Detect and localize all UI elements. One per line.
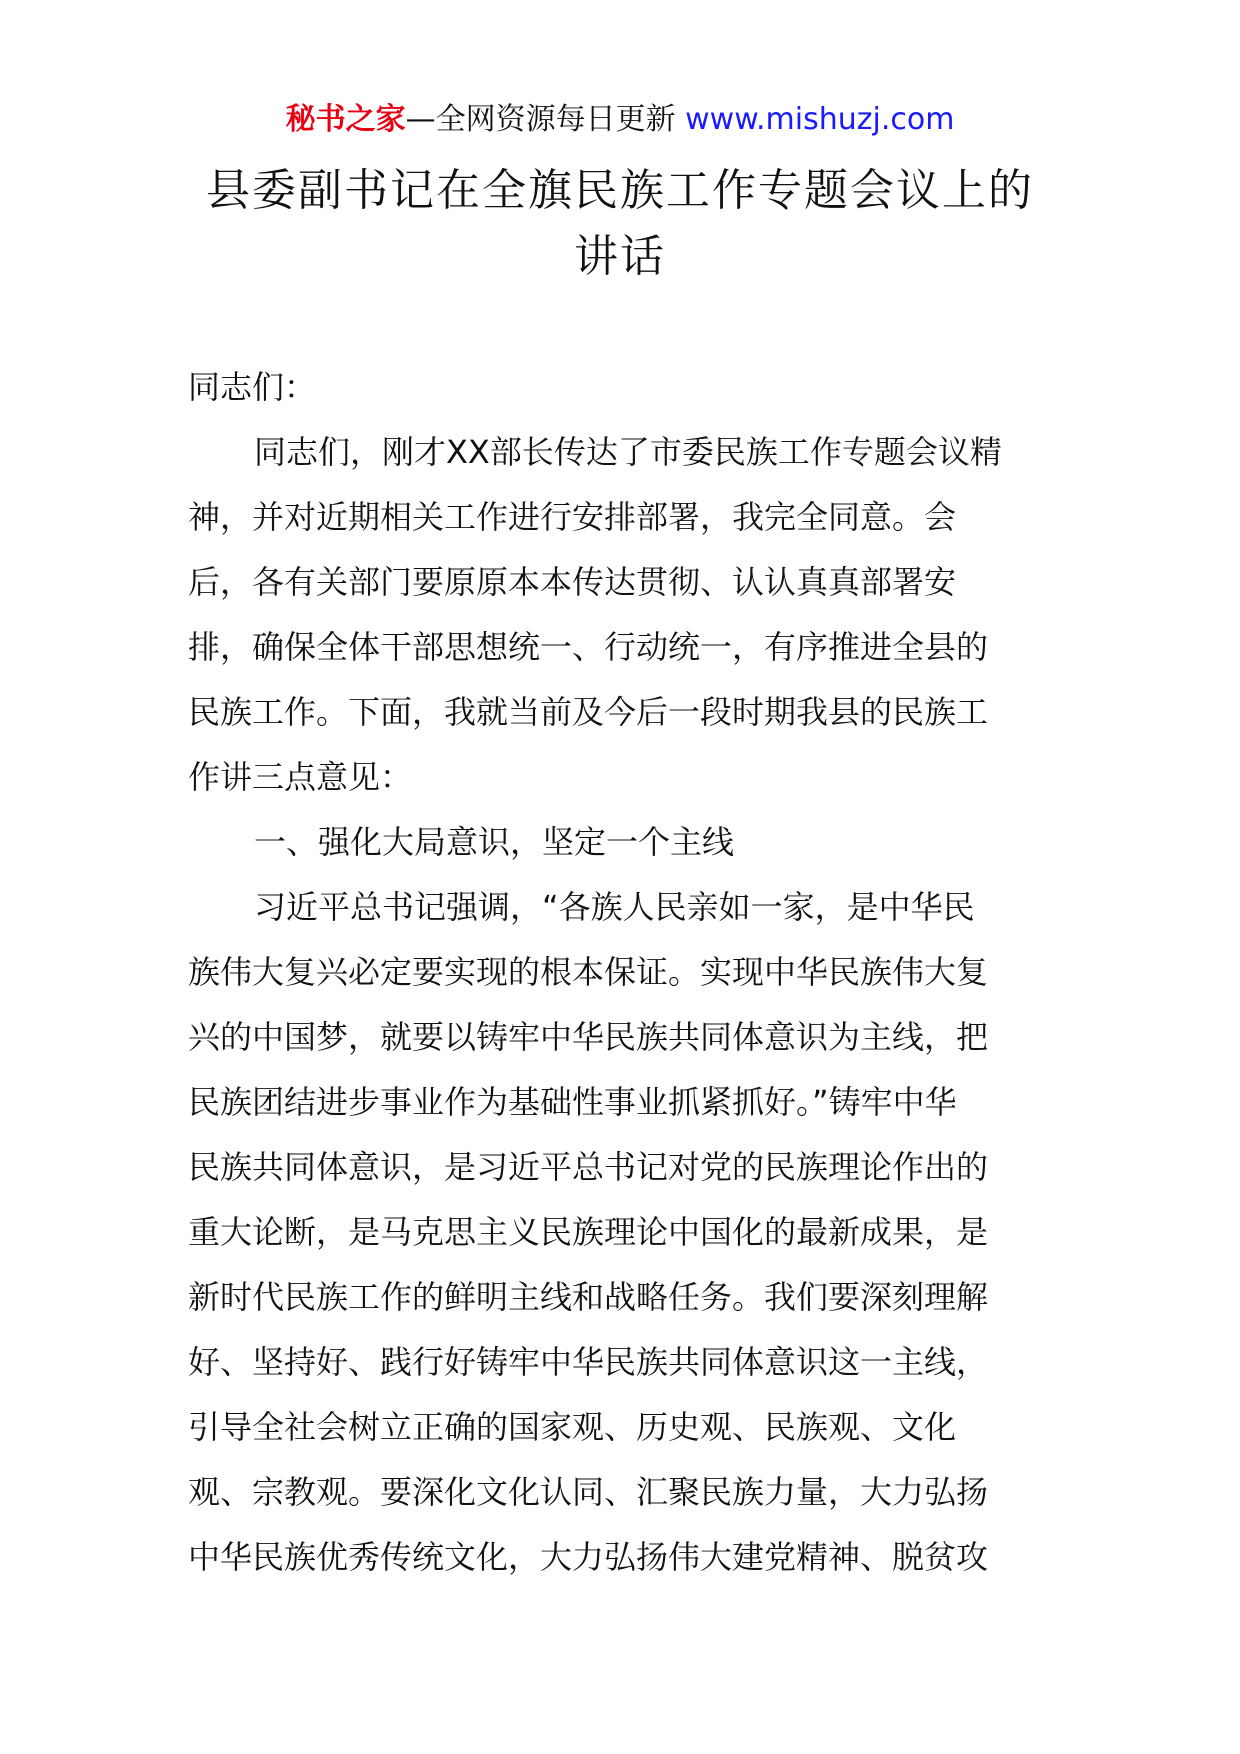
- paragraph-2-line: 民族共同体意识，是习近平总书记对党的民族理论作出的: [188, 1148, 989, 1186]
- paragraph-1-line: 后，各有关部门要原原本本传达贯彻、认认真真部署安: [188, 563, 957, 601]
- paragraph-2-line: 重大论断，是马克思主义民族理论中国化的最新成果，是: [188, 1213, 989, 1251]
- paragraph-2-line: 好、坚持好、践行好铸牢中华民族共同体意识这一主线，: [188, 1343, 989, 1381]
- paragraph-1-line: 神，并对近期相关工作进行安排部署，我完全同意。会: [188, 498, 957, 536]
- salutation: 同志们：: [188, 368, 317, 406]
- brand-name: 秘书之家: [285, 102, 406, 137]
- paragraph-1-line: 民族工作。下面，我就当前及今后一段时期我县的民族工: [188, 693, 989, 731]
- paragraph-1-line: 同志们，刚才XX部长传达了市委民族工作专题会议精: [254, 433, 1002, 471]
- document-title: [150, 158, 1090, 290]
- paragraph-2-line: 兴的中国梦，就要以铸牢中华民族共同体意识为主线，把: [188, 1018, 989, 1056]
- site-slogan: —全网资源每日更新: [405, 102, 676, 137]
- paragraph-2-line: 习近平总书记强调，“各族人民亲如一家，是中华民: [254, 888, 975, 926]
- title-line-2: 讲话: [574, 231, 666, 282]
- title-line-1: 县委副书记在全旗民族工作专题会议上的: [206, 165, 1034, 216]
- section-heading-1: 一、强化大局意识，坚定一个主线: [254, 823, 735, 861]
- paragraph-2-line: 民族团结进步事业作为基础性事业抓紧抓好。”铸牢中华: [188, 1083, 957, 1121]
- paragraph-2-line: 观、宗教观。要深化文化认同、汇聚民族力量，大力弘扬: [188, 1473, 989, 1511]
- paragraph-2-line: 族伟大复兴必定要实现的根本保证。实现中华民族伟大复: [188, 953, 989, 991]
- paragraph-2-line: 新时代民族工作的鲜明主线和战略任务。我们要深刻理解: [188, 1278, 989, 1316]
- paragraph-2-line: 引导全社会树立正确的国家观、历史观、民族观、文化: [188, 1408, 957, 1446]
- paragraph-1-line: 排，确保全体干部思想统一、行动统一，有序推进全县的: [188, 628, 989, 666]
- site-url-link[interactable]: www.mishuzj.com: [685, 102, 955, 137]
- document-body: [188, 355, 1058, 1590]
- site-header: [0, 98, 1240, 142]
- paragraph-2-line: 中华民族优秀传统文化，大力弘扬伟大建党精神、脱贫攻: [188, 1538, 989, 1576]
- paragraph-1-line: 作讲三点意见：: [188, 758, 413, 796]
